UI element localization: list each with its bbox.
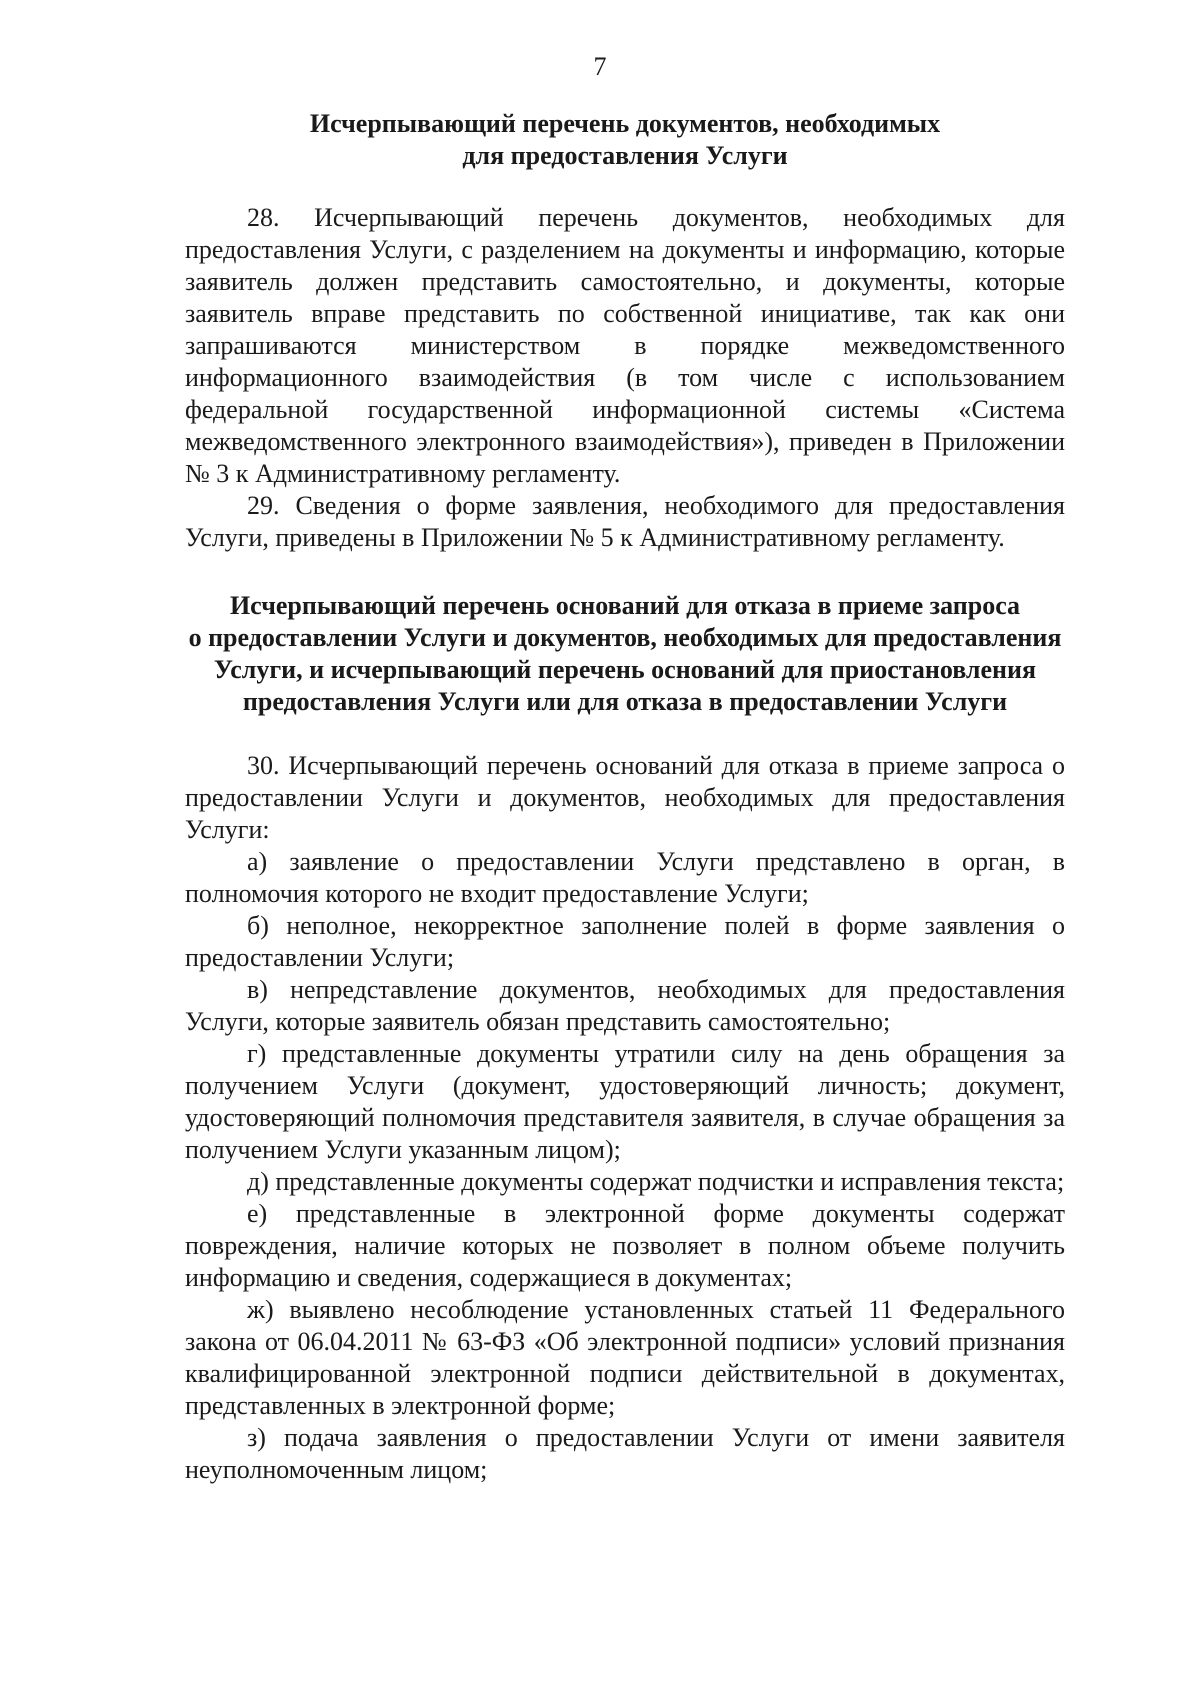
list-item-b: б) неполное, некорректное заполнение полей в форме заявления о предоставлении Услуги;	[185, 911, 1065, 972]
list-item-d: д) представленные документы содержат подчистки и исправления текста;	[247, 1167, 1065, 1196]
heading-line: Услуги, и исчерпывающий перечень оснований для приостановления	[213, 655, 1037, 684]
paragraph-30: 30. Исчерпывающий перечень оснований для отказа в приеме запроса о предоставлении Услуги и документов, необходимых для предоставления Услуги:	[185, 751, 1065, 844]
list-item-v: в) непредставление документов, необходимых для предоставления Услуги, которые заявитель обязан представить самостоятельно;	[185, 975, 1065, 1036]
list-item-e: е) представленные в электронной форме документы содержат повреждения, наличие которых не позволяет в полном объеме получить информацию и сведения, содержащиеся в документах;	[185, 1199, 1065, 1292]
section-heading-refusal-grounds	[185, 590, 1065, 718]
heading-line: предоставления Услуги или для отказа в предоставлении Услуги	[242, 687, 1008, 716]
paragraph-28: 28. Исчерпывающий перечень документов, необходимых для предоставления Услуги, с разделением на документы и информацию, которые заявитель должен представить самостоятельно, и документы, которые заявитель вправе представить по собственной инициативе, так как они запрашиваются министерством в порядке межведомственного информационного взаимодействия (в том числе с использованием федеральной государственной информационной системы «Система межведомственного электронного взаимодействия»), приведен в Приложении № 3 к Административному регламенту.	[185, 203, 1065, 488]
heading-line: Исчерпывающий перечень оснований для отказа в приеме запроса	[229, 591, 1021, 620]
list-item-g: г) представленные документы утратили силу на день обращения за получением Услуги (документ, удостоверяющий личность; документ, удостоверяющий полномочия представителя заявителя, в случае обращения за получением Услуги указанным лицом);	[185, 1039, 1065, 1164]
section-heading-documents-list	[185, 108, 1065, 172]
heading-line: о предоставлении Услуги и документов, необходимых для предоставления	[188, 623, 1062, 652]
heading-line: Исчерпывающий перечень документов, необходимых	[309, 109, 941, 138]
document-body	[185, 108, 1065, 1486]
list-item-z: з) подача заявления о предоставлении Услуги от имени заявителя неуполномоченным лицом;	[185, 1423, 1065, 1484]
heading-line: для предоставления Услуги	[462, 141, 788, 170]
list-item-zh: ж) выявлено несоблюдение установленных статьей 11 Федерального закона от 06.04.2011 № 63-ФЗ «Об электронной подписи» условий признания квалифицированной электронной подписи действительной в документах, представленных в электронной форме;	[185, 1295, 1065, 1420]
list-item-a: а) заявление о предоставлении Услуги представлено в орган, в полномочия которого не входит предоставление Услуги;	[185, 847, 1065, 908]
paragraph-29: 29. Сведения о форме заявления, необходимого для предоставления Услуги, приведены в Приложении № 5 к Административному регламенту.	[185, 491, 1065, 552]
page-number: 7	[593, 52, 607, 81]
